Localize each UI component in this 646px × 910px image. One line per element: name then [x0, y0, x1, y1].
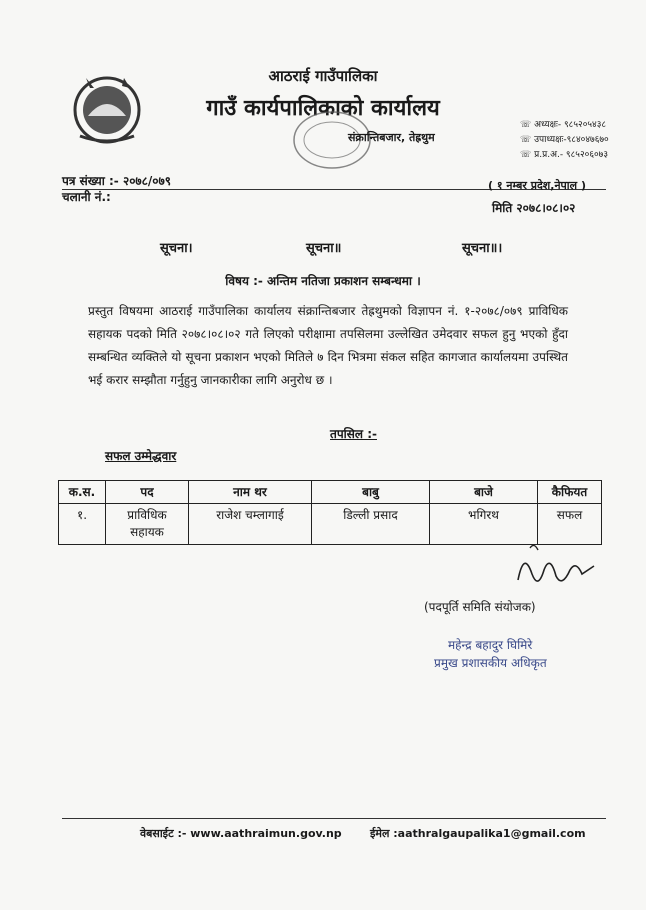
email-link[interactable]: ईमेल :aathralgaupalika1@gmail.com	[370, 827, 586, 840]
table-header-row	[59, 481, 602, 504]
letter-date: मिति २०७८।०८।०२	[492, 201, 576, 215]
notice-subject: विषय :- अन्तिम नतिजा प्रकाशन सम्बन्धमा ।	[225, 274, 421, 288]
col-grandfather: बाजे	[430, 481, 538, 504]
letter-number: पत्र संख्या :- २०७८/०७९	[62, 174, 172, 188]
cell-father: डिल्ली प्रसाद	[312, 504, 430, 545]
col-serial: क.स.	[59, 481, 106, 504]
cell-post: प्राविधिक सहायक	[106, 504, 189, 545]
col-father: बाबु	[312, 481, 430, 504]
province-label: ( १ नम्बर प्रदेश,नेपाल )	[488, 179, 586, 192]
cell-name: राजेश चम्लागाई	[189, 504, 312, 545]
notice-heading-2: सूचना॥	[306, 241, 342, 256]
dispatch-number: चलानी नं.:	[62, 190, 111, 204]
notice-heading-1: सूचना।	[160, 241, 193, 256]
candidates-title: सफल उम्मेद्धवार	[105, 449, 177, 463]
cell-grandfather: भगिरथ	[430, 504, 538, 545]
col-name: नाम थर	[189, 481, 312, 504]
col-post: पद	[106, 481, 189, 504]
signatory-post: प्रमुख प्रशासकीय अधिकृत	[434, 656, 547, 670]
website-link[interactable]: वेबसाईट :- www.aathraimun.gov.np	[140, 827, 342, 840]
results-table	[58, 480, 602, 545]
contact-vice-chairperson: ☏ उपाध्यक्षः-९८४०४७६७०	[520, 135, 609, 145]
signatory-role: (पदपूर्ति समिति संयोजक)	[424, 600, 536, 614]
list-title: तपसिल :-	[330, 427, 377, 441]
notice-heading-3: सूचना॥।	[462, 241, 503, 256]
municipality-name: आठराई गाउँपालिका	[268, 67, 378, 85]
contact-chairperson: ☏ अध्यक्षः- ९८५२०५४३८	[520, 120, 607, 130]
office-location: संक्रान्तिबजार, तेह्रथुम	[348, 131, 435, 144]
cell-remarks: सफल	[538, 504, 602, 545]
contact-cao: ☏ प्र.प्र.अ.- ९८५२०६०७३	[520, 150, 609, 160]
contact-numbers	[520, 118, 609, 163]
col-remarks: कैफियत	[538, 481, 602, 504]
signatory-name: महेन्द्र बहादुर घिमिरे	[448, 638, 533, 652]
notice-body: प्रस्तुत विषयमा आठराई गाउँपालिका कार्यालय संक्रान्तिबजार तेह्रथुमको विज्ञापन नं. १-२०७८/०७९ प्राविधिक सहायक पदको मिति २०७८।०८।०२ गते लिएको परीक्षामा तपसिलमा उल्लेखित उमेदवार सफल हुनु भएको हुँदा सम्बन्धित व्यक्तिले यो सूचना प्रकाशन भएको मितिले ७ दिन भित्रमा संकल सहित कागजात कार्यालयमा उपस्थित भई करार सम्झौता गर्नुहुनु जानकारीका लागि अनुरोध छ ।	[88, 304, 568, 387]
footer-divider	[62, 818, 606, 819]
office-title: गाउँ कार्यपालिकाको कार्यालय	[206, 96, 440, 121]
handwritten-signature	[510, 540, 600, 600]
cell-serial: १.	[59, 504, 106, 545]
table-row	[59, 504, 602, 545]
